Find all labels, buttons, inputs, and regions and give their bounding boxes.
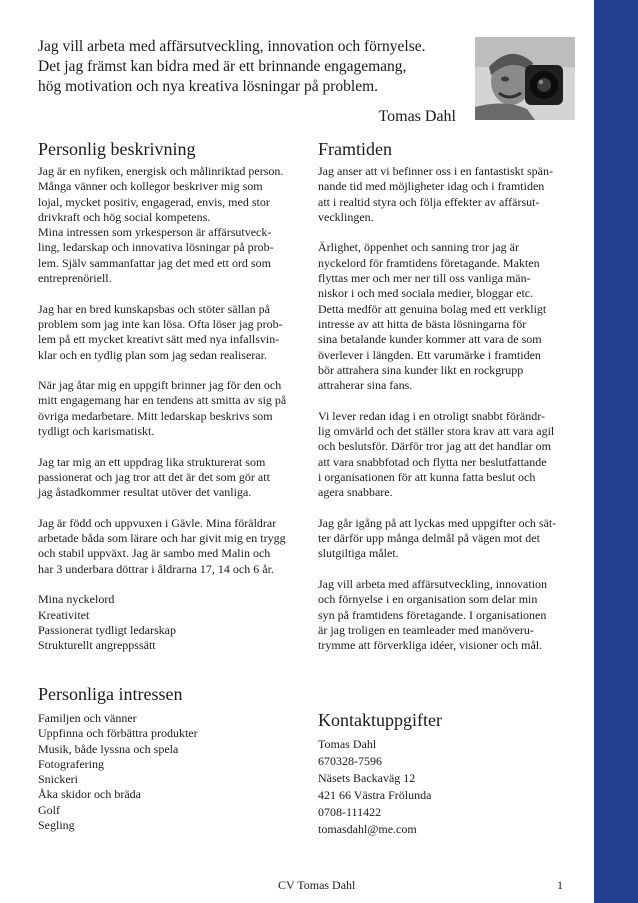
text-line: bör attrahera sina kunder likt en rockgrupp — [318, 362, 524, 377]
text-line: niskor i och med sociala medier, bloggar etc. — [318, 286, 534, 301]
text-line: När jag åtar mig en uppgift brinner jag för den och — [38, 378, 282, 393]
text-line: Jag anser att vi befinner oss i en fantastiskt spän- — [318, 164, 553, 178]
text-line: problem som jag inte kan lösa. Ofta löser jag prob- — [38, 316, 283, 331]
contact-details — [318, 736, 578, 838]
text-line: flyttas mer och mer ner till oss vanliga män- — [318, 271, 531, 286]
text-line: Vi lever redan idag i en otroligt snabbt förändr- — [318, 408, 545, 423]
intro-line: Det jag främst kan bidra med är ett brinnande engagemang, — [38, 58, 407, 75]
text-line: och beslutsför. Därför tror jag att det handlar om — [318, 439, 551, 454]
text-line: sina betalande kunder kommer att vara de som — [318, 332, 542, 347]
text-line: Strukturellt angreppssätt — [38, 638, 156, 653]
paragraph-gap — [38, 286, 308, 301]
paragraph-gap — [38, 577, 308, 592]
personal-description-heading: Personlig beskrivning — [38, 139, 196, 159]
text-line: nande tid med möjligheter idag och i framtiden — [318, 179, 545, 194]
text-line: Ärlighet, öppenhet och sanning tror jag är — [318, 240, 519, 255]
text-line: att i realtid styra och följa effekter av affärsut- — [318, 194, 540, 209]
text-line: entreprenöriell. — [38, 271, 112, 286]
author-name: Tomas Dahl — [378, 108, 456, 125]
text-line: Mina intressen som yrkesperson är affärsutveck- — [38, 225, 272, 240]
text-line: Jag vill arbeta med affärsutveckling, innovation — [318, 577, 548, 592]
text-line: Passionerat tydligt ledarskap — [38, 622, 176, 637]
text-line: vecklingen. — [318, 209, 374, 224]
text-line: och stabil uppväxt. Jag är sambo med Malin och — [38, 546, 271, 561]
future-heading: Framtiden — [318, 139, 392, 159]
paragraph-gap — [318, 225, 586, 240]
text-line: överlever i längden. Ett varumärke i framtiden — [318, 347, 541, 362]
paragraph-gap — [318, 562, 586, 577]
text-line: Jag är född och uppvuxen i Gävle. Mina föräldrar — [38, 515, 277, 530]
text-line: intresse av att hitta de bästa lösningarna för — [318, 316, 527, 331]
text-line: i organisationen för att kunna fatta beslut och — [318, 469, 536, 484]
text-line: och förnyelse i en organisation som delar min — [318, 592, 538, 607]
text-line: övriga medarbetare. Mitt ledarskap beskrivs som — [38, 408, 273, 423]
portrait-photo-icon — [475, 37, 575, 120]
personal-interests-heading: Personliga intressen — [38, 684, 183, 704]
text-line: trymme att förverkliga idéer, visioner och mål. — [318, 638, 543, 653]
portrait-photo — [475, 37, 575, 120]
text-line: slutgiltiga målet. — [318, 546, 399, 561]
text-line: att vara snabbfotad och flytta ner beslutfattande — [318, 454, 547, 469]
personal-interests-list — [38, 711, 298, 833]
text-line: lem på ett mycket kreativt sätt med nya infallsvin- — [38, 332, 280, 347]
contact-line: tomasdahl@me.com — [318, 822, 417, 836]
text-line: Kreativitet — [38, 607, 90, 622]
future-body — [318, 164, 586, 654]
text-line: passionerat och jag tror att det är det som gör att — [38, 469, 270, 484]
text-line: nyckelord för framtidens företagande. Makten — [318, 255, 540, 270]
contact-line: 0708-111422 — [318, 805, 382, 819]
paragraph-gap — [38, 501, 308, 516]
interest-item: Familjen och vänner — [38, 711, 137, 725]
contact-line: 670328-7596 — [318, 754, 382, 768]
paragraph-gap — [318, 501, 586, 516]
text-line: är jag troligen en teamleader med manöveru- — [318, 622, 534, 637]
contact-line: Tomas Dahl — [318, 737, 377, 751]
interest-item: Åka skidor och bräda — [38, 787, 141, 802]
text-line: klar och en tydlig plan som jag sedan realiserar. — [38, 347, 267, 362]
text-line: syn på framtidens företagande. I organisationen — [318, 607, 547, 622]
text-line: Jag tar mig an ett uppdrag lika strukturerat som — [38, 454, 266, 469]
text-line: Detta medför att genuina bolag med ett verkligt — [318, 301, 547, 316]
text-line: Jag är en nyfiken, energisk och målinriktad person. — [38, 164, 284, 178]
intro-line: Jag vill arbeta med affärsutveckling, innovation och förnyelse. — [38, 38, 426, 55]
interest-item: Fotografering — [38, 756, 104, 771]
contact-heading: Kontaktuppgifter — [318, 710, 442, 730]
text-line: jag åstadkommer resultat utöver det vanliga. — [38, 485, 252, 500]
text-line: drivkraft och hög social kompetens. — [38, 209, 211, 224]
page-number: 1 — [557, 878, 563, 892]
contact-line: Näsets Backaväg 12 — [318, 771, 416, 785]
footer-title: CV Tomas Dahl — [278, 878, 356, 892]
interest-item: Snickeri — [38, 772, 78, 787]
interest-item: Musik, både lyssna och spela — [38, 741, 179, 756]
text-line: har 3 underbara döttrar i åldrarna 17, 14 och 6 år. — [38, 561, 274, 576]
paragraph-gap — [318, 393, 586, 408]
text-line: agera snabbare. — [318, 485, 393, 500]
side-accent-bar — [594, 0, 638, 903]
text-line: ling, ledarskap och innovativa lösningar på prob- — [38, 240, 274, 255]
text-line: ter därför upp många delmål på vägen mot det — [318, 531, 540, 546]
interest-item: Uppfinna och förbättra produkter — [38, 726, 198, 741]
paragraph-gap — [38, 439, 308, 454]
interest-item: Segling — [38, 818, 75, 833]
text-line: Mina nyckelord — [38, 592, 115, 607]
contact-line: 421 66 Västra Frölunda — [318, 788, 432, 802]
text-line: attraherar sina fans. — [318, 378, 413, 393]
personal-description-body — [38, 164, 308, 654]
text-line: Jag har en bred kunskapsbas och stöter sällan på — [38, 301, 270, 316]
interest-item: Golf — [38, 802, 60, 817]
text-line: lem. Själv sammanfattar jag det med ett ord som — [38, 255, 271, 270]
text-line: lig omvärld och det ställer stora krav att vara agil — [318, 424, 555, 439]
text-line: arbetade båda som lärare och har givit mig en trygg — [38, 531, 286, 546]
intro-statement — [38, 37, 468, 97]
intro-line: hög motivation och nya kreativa lösningar på problem. — [38, 78, 379, 95]
text-line: tydligt och karismatiskt. — [38, 424, 155, 439]
text-line: mitt engagemang har en tendens att smitta av sig på — [38, 393, 287, 408]
text-line: Många vänner och kollegor beskriver mig som — [38, 179, 263, 194]
paragraph-gap — [38, 363, 308, 378]
text-line: lojal, mycket positiv, engagerad, envis, med stor — [38, 194, 270, 209]
text-line: Jag går igång på att lyckas med uppgifter och sät- — [318, 515, 557, 530]
